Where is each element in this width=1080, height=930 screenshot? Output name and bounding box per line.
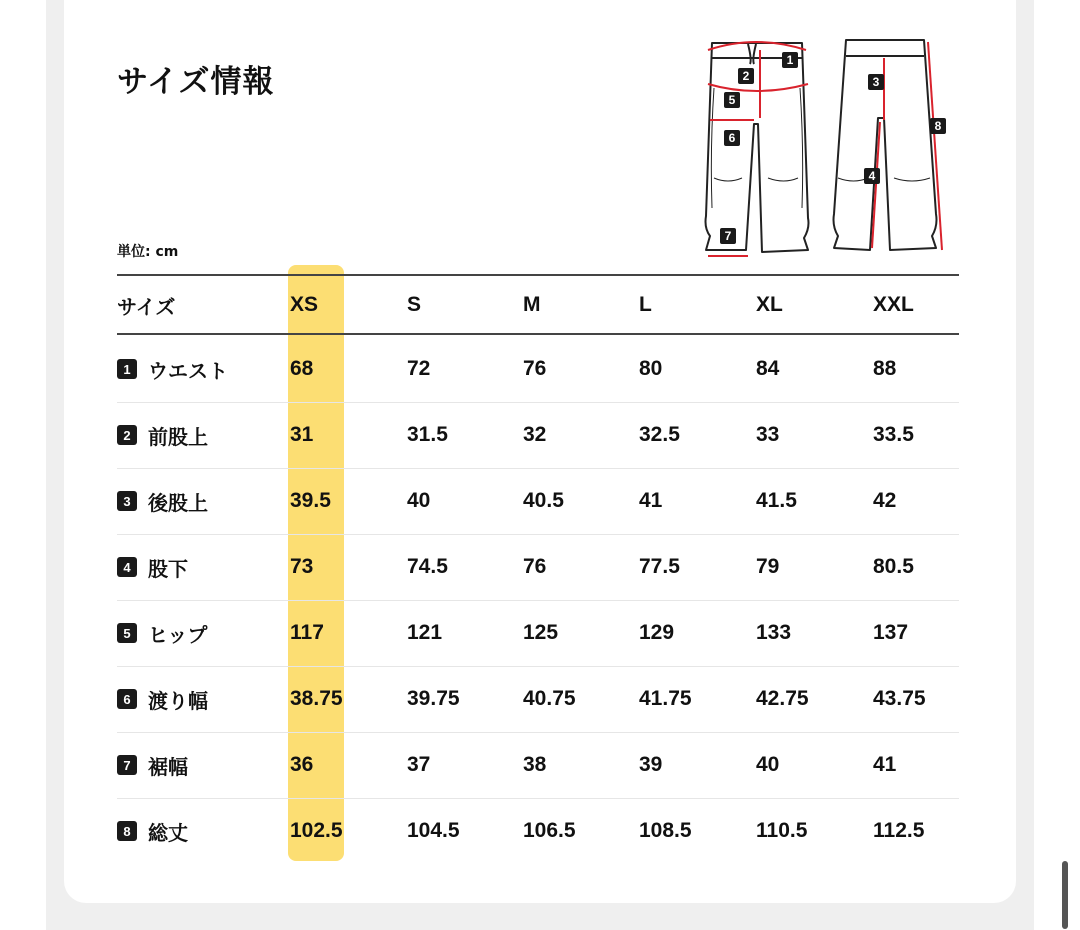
table-cell: 106.5 bbox=[523, 819, 576, 842]
marker-5: 5 bbox=[728, 93, 736, 107]
marker-3: 3 bbox=[872, 75, 880, 89]
table-cell: 137 bbox=[873, 621, 909, 644]
table-cell: 39.75 bbox=[407, 687, 460, 710]
table-cell: 31.5 bbox=[407, 423, 448, 446]
table-cell: 133 bbox=[756, 621, 792, 644]
table-cell: 33.5 bbox=[873, 423, 914, 446]
row-label: 渡り幅 bbox=[148, 688, 208, 713]
table-cell: 76 bbox=[523, 357, 547, 380]
table-cell: 41.75 bbox=[639, 687, 692, 710]
table-cell: 38.75 bbox=[290, 687, 343, 710]
marker-4: 4 bbox=[868, 169, 876, 183]
table-cell: 42 bbox=[873, 489, 897, 512]
table-header-row bbox=[117, 276, 959, 334]
table-cell: 37 bbox=[407, 753, 431, 776]
marker-7: 7 bbox=[724, 229, 732, 243]
marker-8: 8 bbox=[934, 119, 942, 133]
marker-6: 6 bbox=[728, 131, 736, 145]
row-label: ウエスト bbox=[148, 358, 228, 383]
table-cell: 125 bbox=[523, 621, 559, 644]
table-row-hip bbox=[117, 600, 959, 667]
page-title: サイズ情報 bbox=[117, 64, 275, 100]
table-cell: 76 bbox=[523, 555, 547, 578]
row-number-badge: 7 bbox=[117, 755, 137, 775]
table-row-inseam bbox=[117, 534, 959, 601]
table-row-hem-width bbox=[117, 732, 959, 799]
table-cell: 41 bbox=[873, 753, 897, 776]
header-size-label: サイズ bbox=[117, 294, 176, 319]
table-cell: 32 bbox=[523, 423, 547, 446]
table-cell: 112.5 bbox=[873, 819, 925, 842]
header-size-xxl: XXL bbox=[873, 293, 914, 316]
table-cell: 39.5 bbox=[290, 489, 331, 512]
table-cell: 68 bbox=[290, 357, 314, 380]
scrollbar-thumb[interactable] bbox=[1062, 861, 1068, 929]
table-cell: 129 bbox=[639, 621, 675, 644]
table-cell: 80.5 bbox=[873, 555, 914, 578]
row-number-badge: 4 bbox=[117, 557, 137, 577]
table-cell: 38 bbox=[523, 753, 547, 776]
unit-label: 単位: cm bbox=[117, 244, 179, 260]
table-cell: 108.5 bbox=[639, 819, 692, 842]
row-label: 股下 bbox=[148, 556, 188, 581]
row-number-badge: 3 bbox=[117, 491, 137, 511]
table-cell: 36 bbox=[290, 753, 314, 776]
table-row-thigh-width bbox=[117, 666, 959, 733]
table-cell: 73 bbox=[290, 555, 314, 578]
table-cell: 40.5 bbox=[523, 489, 564, 512]
table-cell: 117 bbox=[290, 621, 324, 644]
header-size-m: M bbox=[523, 293, 541, 316]
row-number-badge: 1 bbox=[117, 359, 137, 379]
table-row-waist bbox=[117, 336, 959, 403]
table-cell: 32.5 bbox=[639, 423, 680, 446]
table-cell: 80 bbox=[639, 357, 663, 380]
row-label: 後股上 bbox=[148, 490, 208, 515]
row-number-badge: 6 bbox=[117, 689, 137, 709]
table-row-back-rise bbox=[117, 468, 959, 535]
marker-2: 2 bbox=[742, 69, 750, 83]
table-cell: 79 bbox=[756, 555, 780, 578]
table-cell: 88 bbox=[873, 357, 897, 380]
table-cell: 41.5 bbox=[756, 489, 797, 512]
row-label: ヒップ bbox=[148, 622, 208, 647]
table-cell: 74.5 bbox=[407, 555, 448, 578]
header-size-xs: XS bbox=[290, 293, 319, 316]
row-label: 総丈 bbox=[148, 820, 188, 845]
marker-1: 1 bbox=[786, 53, 794, 67]
row-number-badge: 5 bbox=[117, 623, 137, 643]
table-header-rule bbox=[117, 333, 959, 335]
table-cell: 77.5 bbox=[639, 555, 680, 578]
header-size-l: L bbox=[639, 293, 652, 316]
table-cell: 39 bbox=[639, 753, 663, 776]
table-cell: 40.75 bbox=[523, 687, 576, 710]
front-pants-outline bbox=[706, 43, 809, 252]
table-cell: 104.5 bbox=[407, 819, 460, 842]
pants-measurement-diagram bbox=[698, 28, 958, 264]
table-cell: 110.5 bbox=[756, 819, 808, 842]
header-size-s: S bbox=[407, 293, 422, 316]
table-cell: 42.75 bbox=[756, 687, 809, 710]
table-cell: 84 bbox=[756, 357, 780, 380]
table-cell: 31 bbox=[290, 423, 314, 446]
table-cell: 121 bbox=[407, 621, 443, 644]
table-cell: 72 bbox=[407, 357, 431, 380]
row-label: 裾幅 bbox=[148, 754, 188, 779]
table-cell: 40 bbox=[756, 753, 780, 776]
table-cell: 102.5 bbox=[290, 819, 343, 842]
table-cell: 41 bbox=[639, 489, 663, 512]
header-size-xl: XL bbox=[756, 293, 783, 316]
table-row-front-rise bbox=[117, 402, 959, 469]
row-label: 前股上 bbox=[148, 424, 208, 449]
row-number-badge: 2 bbox=[117, 425, 137, 445]
table-cell: 40 bbox=[407, 489, 431, 512]
row-number-badge: 8 bbox=[117, 821, 137, 841]
table-cell: 33 bbox=[756, 423, 780, 446]
table-cell: 43.75 bbox=[873, 687, 926, 710]
table-row-total-length bbox=[117, 798, 959, 864]
